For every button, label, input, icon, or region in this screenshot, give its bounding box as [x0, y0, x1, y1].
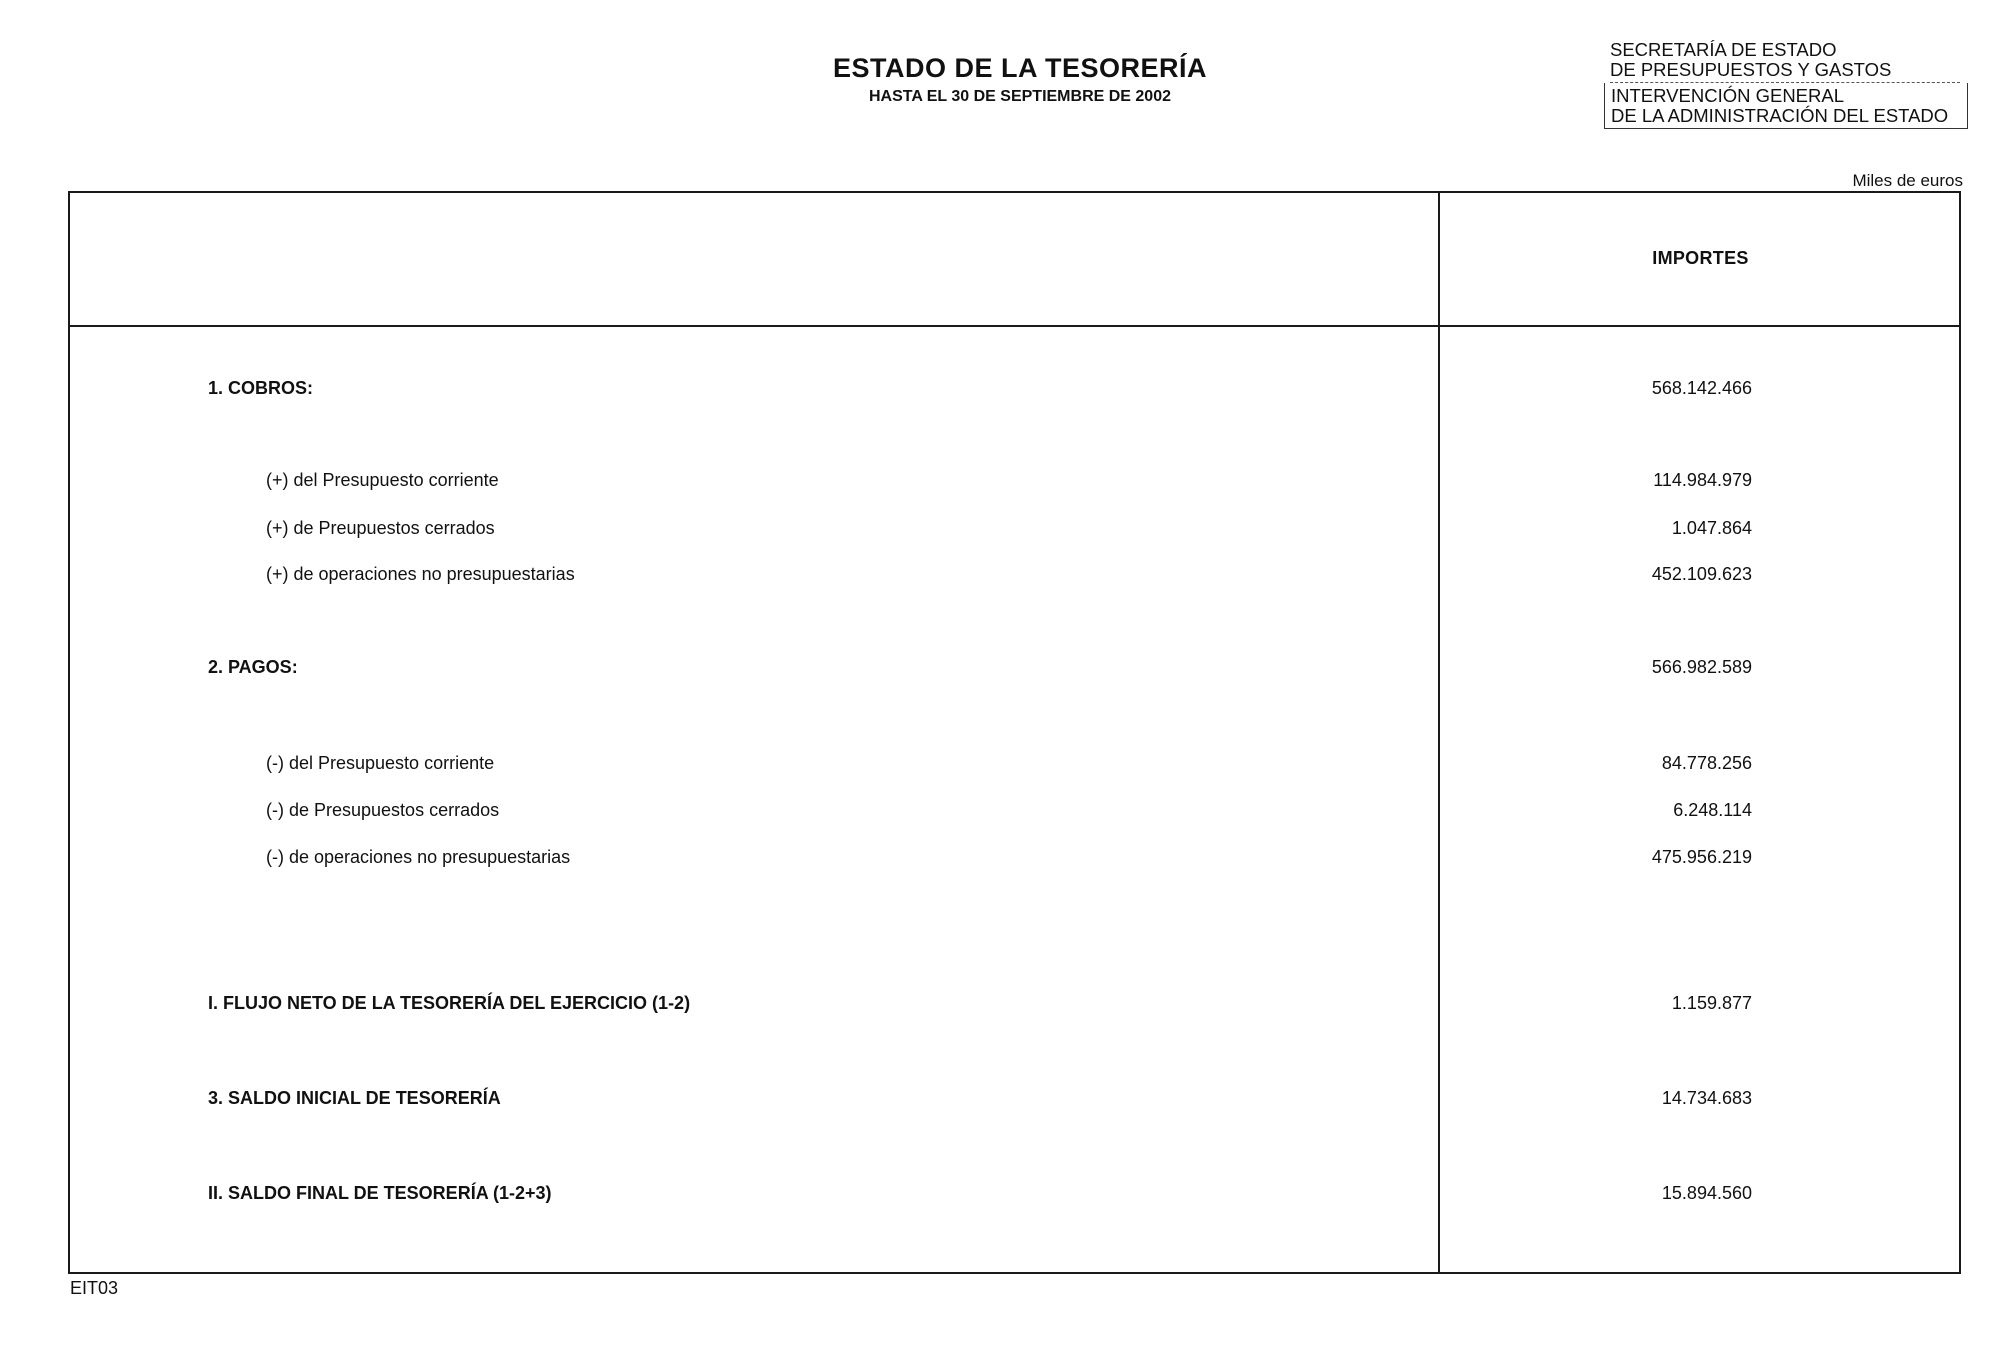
row-label: (+) de Preupuestos cerrados [266, 518, 495, 538]
row-value: 1.159.877 [1671, 993, 1752, 1013]
row-label: II. SALDO FINAL DE TESORERÍA (1-2+3) [208, 1183, 552, 1203]
organization-secretariat [1610, 40, 1960, 83]
table-row-cobros [70, 373, 1959, 403]
row-value: 6.248.114 [1673, 800, 1752, 820]
row-value: 475.956.219 [1651, 847, 1752, 867]
table-row-pagos-presupuestos-cerrados [70, 795, 1959, 825]
document-code: EIT03 [70, 1278, 119, 1298]
row-label: (+) del Presupuesto corriente [266, 470, 499, 490]
table-row-pagos-presupuesto-corriente [70, 748, 1959, 778]
organization-header [1610, 40, 1970, 129]
table-row-saldo-inicial [70, 1083, 1959, 1113]
organization-box-line-2: DE LA ADMINISTRACIÓN DEL ESTADO [1611, 105, 1949, 126]
document-subtitle: HASTA EL 30 DE SEPTIEMBRE DE 2002 [868, 88, 1171, 105]
row-label: (-) de operaciones no presupuestarias [266, 847, 571, 867]
row-value: 15.894.560 [1661, 1183, 1752, 1203]
row-label: (+) de operaciones no presupuestarias [266, 564, 575, 584]
table-row-flujo-neto [70, 988, 1959, 1018]
table-row-saldo-final [70, 1178, 1959, 1208]
row-label: 2. PAGOS: [208, 657, 298, 677]
table-row-cobros-presupuestos-cerrados [70, 513, 1959, 543]
header-divider [70, 325, 1959, 327]
row-label: I. FLUJO NETO DE LA TESORERÍA DEL EJERCICIO (1-2) [208, 993, 691, 1013]
units-label: Miles de euros [1852, 171, 1963, 190]
table-row-cobros-presupuesto-corriente [70, 465, 1959, 495]
table-row-pagos-no-presupuestarias [70, 842, 1959, 872]
table-row-cobros-no-presupuestarias [70, 559, 1959, 589]
row-label: (-) de Presupuestos cerrados [266, 800, 500, 820]
row-label: 1. COBROS: [208, 378, 314, 398]
document-title-block [620, 52, 1420, 108]
row-value: 84.778.256 [1661, 753, 1752, 773]
organization-line-1: SECRETARÍA DE ESTADO [1610, 39, 1837, 60]
organization-box-line-1: INTERVENCIÓN GENERAL [1611, 85, 1845, 106]
organization-line-2: DE PRESUPUESTOS Y GASTOS [1610, 59, 1892, 80]
row-value: 1.047.864 [1671, 518, 1752, 538]
organization-intervention-box [1604, 83, 1968, 129]
row-value: 452.109.623 [1651, 564, 1752, 584]
table-row-pagos [70, 652, 1959, 682]
document-title: ESTADO DE LA TESORERÍA [832, 53, 1208, 83]
row-value: 14.734.683 [1661, 1088, 1752, 1108]
treasury-table [68, 191, 1961, 1274]
row-label: 3. SALDO INICIAL DE TESORERÍA [208, 1088, 501, 1108]
row-value: 114.984.979 [1653, 470, 1752, 490]
row-label: (-) del Presupuesto corriente [266, 753, 495, 773]
column-header-importes: IMPORTES [1652, 248, 1749, 268]
row-value: 566.982.589 [1651, 657, 1752, 677]
row-value: 568.142.466 [1651, 378, 1752, 398]
